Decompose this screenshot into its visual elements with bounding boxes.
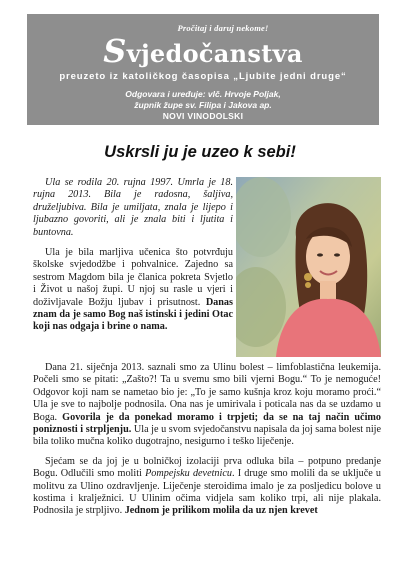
masthead-tagline: Pročitaj i daruj nekome! [177,23,269,33]
portrait-illustration [236,177,381,357]
paragraph-4-bold: Jednom je prilikom molila da uz njen krevet [124,505,318,517]
masthead-title-rest: vjedočanstva [126,39,303,68]
article-title: Uskrsli ju je uzeo k sebi! [104,143,296,161]
masthead-city: NOVI VINODOLSKI [162,111,244,121]
paragraph-3 [33,362,381,449]
paragraph-3-text: Dana 21. siječnja 2013. saznali smo za Ulinu bolest – limfoblastična leukemija. Počeli smo se pitati: „Zašto?! Ta u svemu smo bili vjerni Bogu.“ To je nemoguće! Odgovor koji nam se nametao bio je: „To je samo kušnja kroz koju moramo proći.“ Ula je sve to najbolje podnosila. Ona nas je umirivala i poticala nas da se uzdamo u Boga. [33,362,381,423]
portrait-photo [236,177,381,357]
paragraph-4 [33,456,381,518]
paragraph-3-bold: Govorila je da ponekad moramo i trpjeti; da se na taj način učimo poniznosti i strpljenju. [33,411,381,436]
masthead [27,14,379,125]
paragraph-2 [33,247,233,334]
paragraph-1: Ula se rodila 20. rujna 1997. Umrla je 18. rujna 2013. Bila je radosna, šaljiva, druželjubiva. Bila je umiljata, znala je lijepo i ljubazno govoriti, ali je znala biti i ljutita i buntovna. [33,177,233,238]
masthead-subtitle: preuzeto iz katoličkog časopisa „Ljubite jedni druge“ [59,71,347,82]
masthead-editor [27,89,379,110]
masthead-title [27,32,379,70]
paragraph-4-italic: Pompejsku devetnicu [145,468,232,480]
article-intro-column [33,177,233,342]
paragraph-3-end: Ula je u svom svjedočanstvu napisala da joj sama bolest nije bila toliko mučna koliko dugotrajno, nesigurno i teško liječenje. [33,424,381,448]
paragraph-4-mid: . I druge smo molili da se uključe u molitvu za Ulino ozdravljenje. Liječenje steroidima imalo je za posljedicu bolove u kostima i kralježnici. U Ulinim očima vidjela sam koliko trpi, ali nije plakala. Podnosila je strpljivo. [33,468,382,517]
paragraph-2-text: Ula je bila marljiva učenica što potvrđuju školske svjedodžbe i pohvalnice. Zajedno sa sestrom Magdom bila je članica pokreta Svjetlo i Život u našoj župi. U njoj su rasle u vjeri i doživljavale Božju ljubav i prisutnost. [33,247,233,308]
paragraph-4-text: Sjećam se da joj je u bolničkoj izolaciji prva odluka bila – potpuno predanje Bogu. Odlučili smo moliti [33,455,381,480]
paragraph-2-bold: Danas znam da je samo Bog naš istinski i jedini Otac koji nas odgaja i brine o nama. [33,296,233,333]
editor-line-1: Odgovara i uređuje: vlč. Hrvoje Poljak, [125,89,281,99]
masthead-title-initial: S [103,32,127,70]
editor-line-2: župnik župe sv. Filipa i Jakova ap. [134,99,272,110]
article-body [33,362,381,525]
